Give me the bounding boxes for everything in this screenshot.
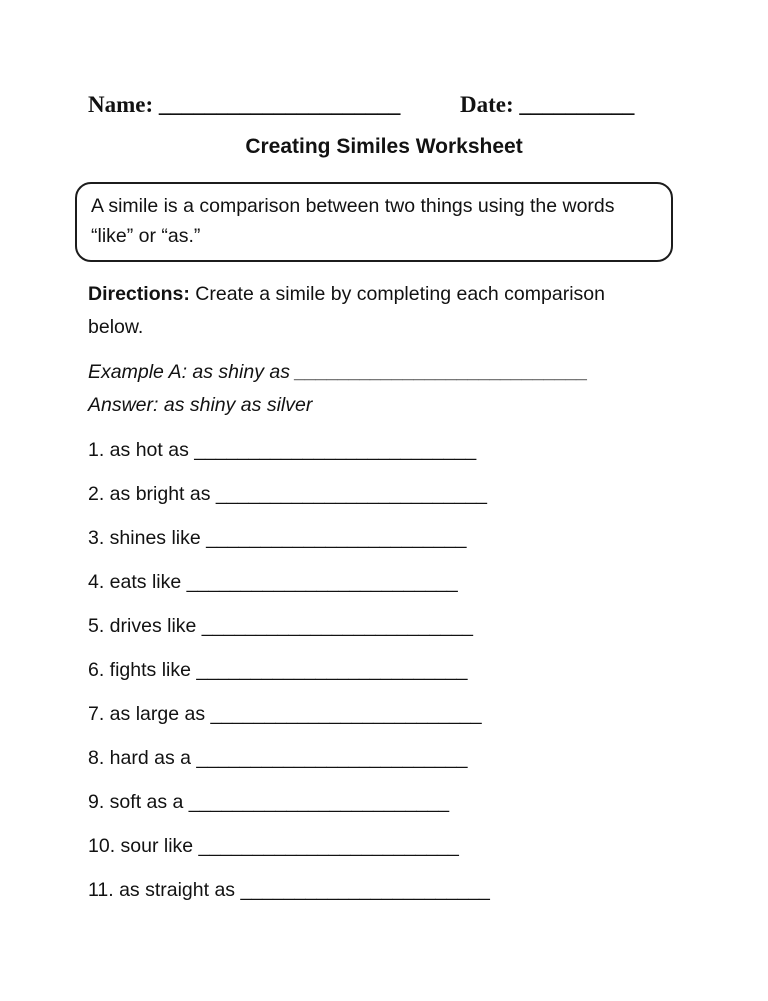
page-title: Creating Similes Worksheet — [245, 135, 523, 158]
date-blank-line: __________ — [519, 92, 635, 117]
simile-item-8: 8. hard as a _________________________ — [88, 747, 468, 769]
name-blank-line: _____________________ — [158, 92, 401, 117]
example-block — [88, 356, 768, 422]
simile-item-7: 7. as large as _________________________ — [88, 703, 482, 725]
definition-line-1: A simile is a comparison between two things using the words — [91, 195, 615, 217]
simile-item-10: 10. sour like ________________________ — [88, 835, 459, 857]
simile-item-1: 1. as hot as __________________________ — [88, 439, 477, 461]
simile-item-5: 5. drives like _________________________ — [88, 615, 473, 637]
simile-item-9: 9. soft as a ________________________ — [88, 791, 450, 813]
name-field — [88, 92, 400, 117]
directions-text: Create a simile by completing each comparison — [189, 283, 605, 305]
simile-item-4: 4. eats like _________________________ — [88, 571, 458, 593]
directions-text-line2: below. — [88, 316, 144, 338]
date-field — [460, 90, 634, 120]
definition-box — [75, 182, 673, 262]
directions-label: Directions: — [88, 283, 190, 305]
simile-item-3: 3. shines like ________________________ — [88, 527, 467, 549]
directions — [88, 278, 768, 344]
simile-items — [88, 440, 768, 900]
example-answer: Answer: as shiny as silver — [88, 394, 313, 416]
name-label: Name: — [88, 92, 159, 117]
definition-line-2: “like” or “as.” — [91, 225, 201, 247]
simile-item-6: 6. fights like _________________________ — [88, 659, 468, 681]
date-label: Date: — [460, 92, 520, 117]
simile-item-11: 11. as straight as _______________________ — [88, 879, 490, 901]
simile-item-2: 2. as bright as _________________________ — [88, 483, 488, 505]
example-prompt: Example A: as shiny as ___________________________ — [88, 361, 589, 383]
header — [88, 90, 708, 120]
